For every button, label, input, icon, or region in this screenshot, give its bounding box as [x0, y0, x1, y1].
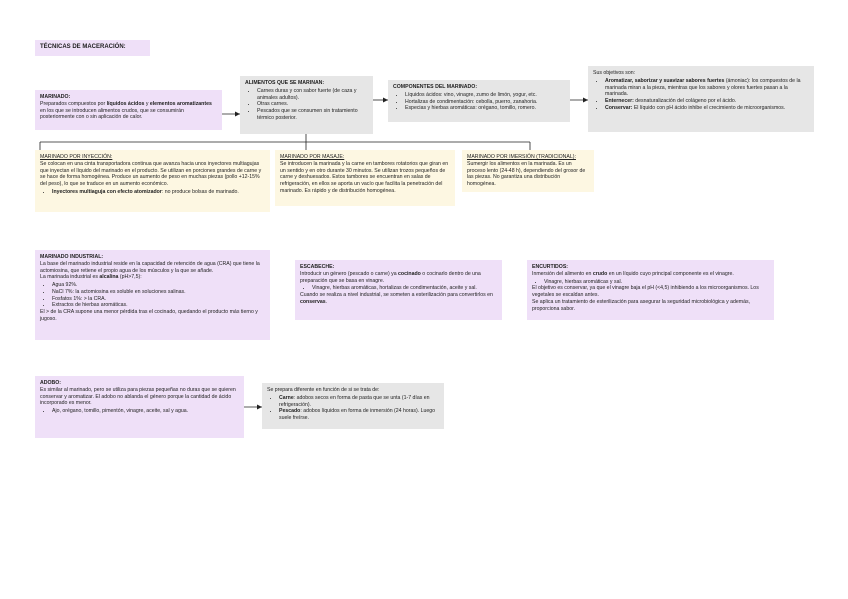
objetivos-list	[593, 78, 809, 112]
list-item: • NaCl 7%: la actomiosina es soluble en soluciones salinas.	[52, 289, 265, 296]
escabeche-title: ESCABECHE:	[300, 264, 335, 270]
marinado-title: MARINADO:	[40, 94, 71, 100]
industrial-title: MARINADO INDUSTRIAL:	[40, 254, 104, 260]
adobo-text: Es similar al marinado, pero se utiliza para piezas pequeñas no duras que se quieren conservar y aromatizar. El adobo no ablanda el género porque la cantidad de ácido incorporado es menor.	[40, 386, 236, 407]
list-item: • Enternecer: desnaturalización del colágeno por el ácido.	[605, 98, 809, 105]
adobo-title: ADOBO:	[40, 380, 62, 386]
alimentos-box	[240, 76, 373, 134]
list-item: • Vinagre, hierbas aromáticas y sal.	[544, 279, 769, 286]
industrial-list	[40, 282, 265, 309]
encurtidos-list	[532, 279, 769, 286]
list-item: • Ajo, orégano, tomillo, pimentón, vinagre, aceite, sal y agua.	[52, 408, 239, 415]
list-item: • Otras carnes.	[257, 101, 368, 108]
industrial-text2: La marinada industrial es alcalina (pH>7,5):	[40, 274, 142, 281]
inyeccion-text: Se colocan en una cinta transportadora continua que avanza hacia unos inyectores multiagujas que inyectan el líquido del marinado en el producto. Se utilizan en porciones grandes de carne y se hace de forma homogénea. Produce un aumento de peso en muchas piezas (pollo +12-15% del peso), lo que se traduce en un aumento económico.	[40, 160, 262, 187]
escabeche-text2: Cuando se realiza a nivel industrial, se someten a esterilización para convertirlos en conservas.	[300, 292, 493, 305]
preparacion-intro: Se prepara diferente en función de si se trata de:	[267, 387, 380, 393]
componentes-box	[388, 80, 570, 122]
list-item: • Vinagre, hierbas aromáticas, hortalizas de condimentación, aceite y sal.	[312, 285, 497, 292]
inmersion-box	[462, 150, 594, 192]
encurtidos-text2: El objetivo es conservar, ya que el vinagre baja el pH (<4,5) inhibiendo a los microorganismos. Los vegetales se escaldan antes.	[532, 285, 759, 298]
list-item: • Agua 92%.	[52, 282, 265, 289]
list-item: • Inyectores multiaguja con efecto atomizador: no produce bolsas de marinado.	[52, 189, 265, 196]
adobo-box	[35, 376, 244, 438]
list-item: • Fosfatos 1%: > la CRA.	[52, 296, 265, 303]
encurtidos-text3: Se aplica un tratamiento de esterilización para asegurar la seguridad microbiológica y además, proporciona sabor.	[532, 298, 750, 312]
list-item: • Hortalizas de condimentación: cebolla, puerro, zanahoria.	[405, 99, 565, 106]
list-item: • Carnes duras y con sabor fuerte (de caza y animales adultos).	[257, 88, 368, 102]
encurtidos-box	[527, 260, 774, 320]
preparacion-list	[267, 395, 439, 422]
preparacion-box	[262, 383, 444, 429]
adobo-list	[40, 408, 239, 415]
masaje-title: MARINADO POR MASAJE:	[280, 154, 345, 160]
list-item: • Líquidos ácidos: vino, vinagre, zumo de limón, yogur, etc.	[405, 92, 565, 99]
inmersion-text: Sumergir los alimentos en la marinada. Es un proceso lento (24-48 h), dependiendo del grosor de las piezas. No garantiza una distribución homogénea.	[467, 160, 586, 187]
industrial-box	[35, 250, 270, 340]
list-item: • Aromatizar, saborizar y suavizar sabores fuertes (ámoniac): los compuestos de la marinada miran a la pieza, mientras que los sabores y olores fuertes pasan a la marinada.	[605, 78, 809, 98]
page-title: TÉCNICAS DE MACERACIÓN:	[35, 40, 150, 56]
objetivos-intro: Sus objetivos son:	[593, 70, 636, 76]
componentes-list	[393, 92, 565, 112]
encurtidos-text1: Inmersión del alimento en crudo en un líquido cuyo principal componente es el vinagre.	[532, 270, 734, 277]
alimentos-list	[245, 88, 368, 122]
industrial-text1: La base del marinado industrial reside en la capacidad de retención de agua (CRA) que tiene la actomiosina, que retiene el propio agua de los músculos y la que se añade.	[40, 260, 260, 274]
masaje-text: Se introducen la marinada y la carne en tambores rotatorios que giran en un sentido y en otro durante 30 minutos. Se utilizan trozos pequeños de carne y deshuesados. Estos tambores se encuentran en salas de refrigeración, en ellos se aporta un vacío que facilita la penetración del marinado. Es rápido y de distribución homogénea.	[280, 160, 449, 194]
list-item: • Extractos de hierbas aromáticas.	[52, 302, 265, 309]
industrial-text3: El > de la CRA supone una menor pérdida tras el cocinado, quedando el producto más tierno y jugoso.	[40, 309, 258, 322]
inyeccion-title: MARINADO POR INYECCIÓN:	[40, 154, 113, 160]
list-item: • Pescados que se consumen sin tratamiento térmico posterior.	[257, 108, 368, 122]
escabeche-box	[295, 260, 502, 320]
componentes-title: COMPONENTES DEL MARINADO:	[393, 84, 478, 90]
marinado-box	[35, 90, 222, 130]
inmersion-title: MARINADO POR IMERSIÓN (TRADICIONAL):	[467, 154, 576, 160]
objetivos-box	[588, 66, 814, 132]
inyeccion-list	[40, 189, 265, 196]
list-item: • Pescado: adobos líquidos en forma de inmersión (24 horas). Luego suele freírse.	[279, 408, 439, 422]
marinado-text: Preparados compuestos por líquidos ácidos y elementos aromatizantes en los que se introducen alimentos crudos, que se consumirán posteriormente con o sin aplicación de calor.	[40, 100, 212, 121]
escabeche-text1: Introducir un género (pescado o carne) ya cocinado o cocinarlo dentro de una preparación que se basa en vinagre.	[300, 270, 481, 284]
masaje-box	[275, 150, 455, 206]
escabeche-list	[300, 285, 497, 292]
inyeccion-box	[35, 150, 270, 212]
list-item: • Carne: adobos secos en forma de pasta que se unta (1-7 días en refrigeración).	[279, 395, 439, 409]
list-item: • Conservar: El líquido con pH ácido inhibe el crecimiento de microorganismos.	[605, 105, 809, 112]
encurtidos-title: ENCURTIDOS:	[532, 264, 569, 270]
list-item: • Especias y hierbas aromáticas: orégano, tomillo, romero.	[405, 105, 565, 112]
alimentos-title: ALIMENTOS QUE SE MARINAN:	[245, 80, 325, 86]
